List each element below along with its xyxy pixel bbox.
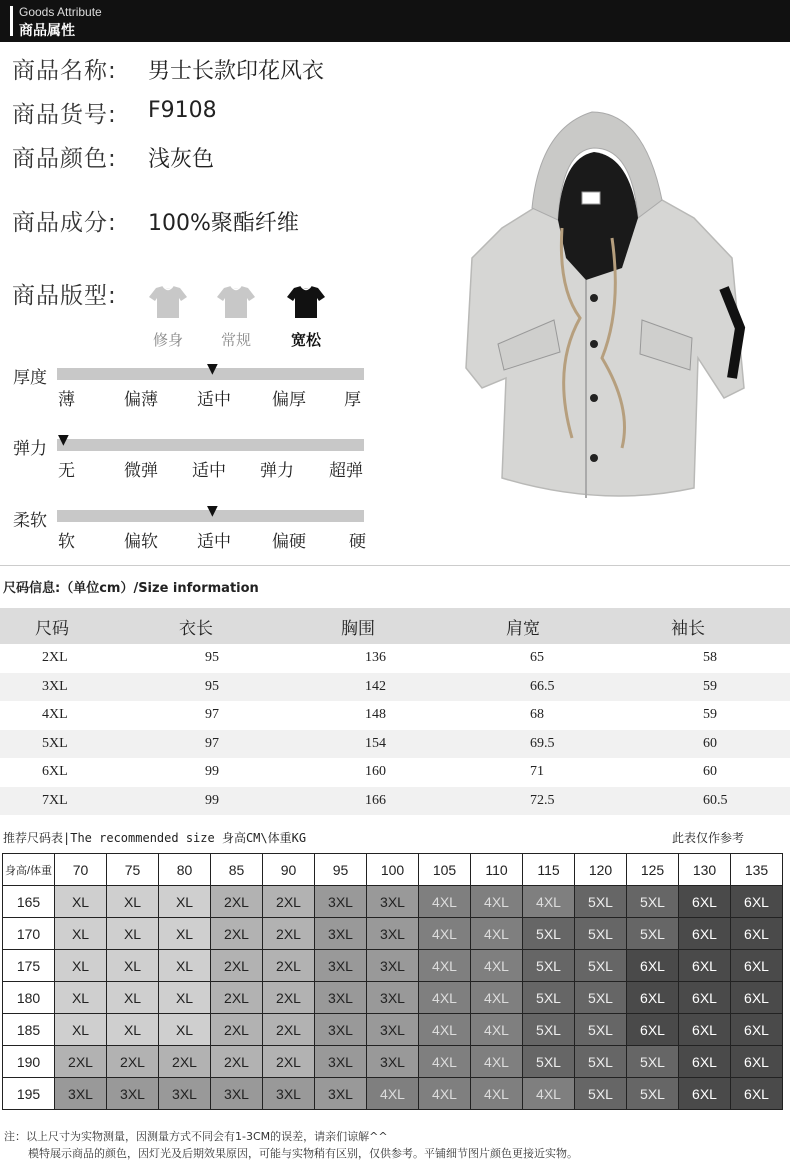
table-row [0,730,790,759]
table-row [0,673,790,702]
size-cell: 58 [703,650,717,666]
fit-option-label: 常规 [220,331,251,349]
size-recommend-cell: 3XL [211,1078,263,1110]
attr-label-sku: 商品货号: [12,102,117,128]
attr-label-color: 商品颜色: [12,146,117,172]
height-cell: 175 [3,950,55,982]
size-recommend-cell: 2XL [211,982,263,1014]
table-row [3,950,783,982]
scale-tick: 适中 [197,390,231,410]
corner-cell: 身高/体重 [3,854,55,886]
size-recommend-cell: XL [159,950,211,982]
size-recommend-cell: 4XL [419,950,471,982]
size-cell: 99 [205,764,219,780]
size-recommend-cell: 5XL [575,982,627,1014]
height-cell: 190 [3,1046,55,1078]
weight-header: 110 [471,854,523,886]
size-cell: 71 [530,764,544,780]
attr-value-name: 男士长款印花风衣 [148,59,325,84]
scale-tick: 薄 [58,390,75,410]
size-recommend-cell: 5XL [575,1014,627,1046]
size-recommend-cell: 4XL [419,1046,471,1078]
size-recommend-cell: 6XL [731,886,783,918]
fit-option-label: 修身 [152,331,183,349]
size-recommend-cell: 5XL [627,1078,679,1110]
size-recommend-cell: 4XL [419,886,471,918]
size-cell: 68 [530,707,544,723]
size-recommend-cell: 6XL [679,1046,731,1078]
size-recommend-cell: 3XL [367,886,419,918]
weight-header: 100 [367,854,419,886]
product-coat-image [462,108,747,513]
scale-tick: 超弹 [329,461,363,481]
size-cell: 72.5 [506,787,671,816]
table-row [3,886,783,918]
size-cell: 60 [671,730,790,759]
size-recommend-cell: 2XL [211,918,263,950]
weight-header: 105 [419,854,471,886]
size-recommend-cell: XL [159,918,211,950]
weight-header: 95 [315,854,367,886]
size-cell: 60.5 [671,787,790,816]
size-cell: 154 [341,730,506,759]
size-recommend-cell: 3XL [367,982,419,1014]
size-recommend-cell: 4XL [471,1014,523,1046]
size-recommend-cell: 4XL [471,950,523,982]
scale-tick: 硬 [349,532,366,552]
size-cell: 97 [205,707,219,723]
scale-tick: 偏薄 [124,390,158,410]
size-recommend-cell: 4XL [367,1078,419,1110]
size-recommend-cell: 4XL [471,886,523,918]
header-accent-bar [10,6,13,36]
table-row [0,701,790,730]
size-recommend-cell: 5XL [575,886,627,918]
size-recommend-cell: 6XL [627,950,679,982]
size-cell: 66.5 [506,673,671,702]
size-recommend-cell: 5XL [523,982,575,1014]
size-col-header: 尺码 [0,608,179,644]
size-cell: 2XL [42,650,68,666]
attr-label-name: 商品名称: [12,58,117,84]
size-recommend-cell: XL [107,886,159,918]
size-cell: 5XL [0,730,179,759]
size-recommend-cell: 4XL [523,886,575,918]
scale-tick: 偏厚 [272,390,306,410]
size-col-header: 肩宽 [506,608,671,644]
header-subtitle: Goods Attribute [19,5,102,19]
size-recommend-cell: 2XL [159,1046,211,1078]
size-recommend-cell: 6XL [731,950,783,982]
size-recommend-cell: 5XL [575,918,627,950]
size-recommend-cell: 3XL [55,1078,107,1110]
scale-tick: 偏硬 [272,532,306,552]
height-cell: 185 [3,1014,55,1046]
size-recommend-cell: XL [55,1014,107,1046]
size-recommend-cell: XL [107,918,159,950]
scale-tick: 无 [58,461,75,481]
table-row [3,1078,783,1110]
size-cell: 95 [205,650,219,666]
size-recommend-cell: 3XL [367,1014,419,1046]
size-info-title: 尺码信息:（单位cm）/Size information [3,581,259,596]
tshirt-icon [286,285,326,319]
size-recommend-cell: 3XL [315,1046,367,1078]
height-cell: 195 [3,1078,55,1110]
size-cell: 59 [671,673,790,702]
size-cell: 60 [703,764,717,780]
attr-value-material: 100%聚酯纤维 [148,211,299,236]
selected-marker-icon: ▼ [207,503,218,519]
section-divider [0,565,790,566]
weight-header: 90 [263,854,315,886]
selected-marker-icon: ▼ [58,432,69,448]
size-recommend-cell: 6XL [679,886,731,918]
size-cell: 148 [365,707,386,723]
table-row [0,758,790,787]
size-recommend-cell: 5XL [523,1046,575,1078]
fit-option-label: 宽松 [290,331,321,349]
size-cell: 59 [703,707,717,723]
size-recommend-cell: 5XL [523,1014,575,1046]
size-recommend-cell: 6XL [627,982,679,1014]
size-recommend-cell: 5XL [523,918,575,950]
size-recommend-cell: 6XL [731,1014,783,1046]
selected-marker-icon: ▼ [207,361,218,377]
tshirt-icon [216,285,256,319]
size-recommend-cell: 4XL [471,1046,523,1078]
scale-track-elasticity [57,439,364,451]
size-recommend-cell: 4XL [471,918,523,950]
size-cell: 6XL [42,764,68,780]
scale-tick: 厚 [344,390,361,410]
size-recommend-cell: 2XL [211,886,263,918]
size-table-header [0,608,790,644]
size-recommend-cell: 3XL [315,950,367,982]
size-cell: 97 [179,730,341,759]
size-cell: 99 [179,787,341,816]
size-recommend-cell: 5XL [575,950,627,982]
weight-header: 85 [211,854,263,886]
size-cell: 7XL [0,787,179,816]
size-recommend-cell: XL [159,1014,211,1046]
scale-tick: 偏软 [124,532,158,552]
weight-header: 70 [55,854,107,886]
size-recommend-cell: 3XL [367,1046,419,1078]
scale-label-thickness: 厚度 [13,368,47,388]
size-recommend-cell: 6XL [731,1046,783,1078]
weight-header: 135 [731,854,783,886]
size-recommend-cell: 2XL [263,950,315,982]
size-recommend-cell: 6XL [679,1078,731,1110]
size-recommend-cell: 3XL [315,982,367,1014]
size-recommend-cell: 2XL [55,1046,107,1078]
weight-header: 130 [679,854,731,886]
size-recommend-cell: 3XL [159,1078,211,1110]
fit-option-slim [143,285,193,350]
size-col-header: 衣长 [179,608,341,644]
size-recommend-cell: 5XL [627,1046,679,1078]
size-cell: 166 [341,787,506,816]
attr-label-fit: 商品版型: [12,283,117,309]
scale-tick: 适中 [192,461,226,481]
size-recommend-cell: 2XL [211,950,263,982]
scale-label-softness: 柔软 [13,511,47,531]
size-recommend-cell: 3XL [107,1078,159,1110]
attr-value-color: 浅灰色 [148,147,215,172]
size-recommend-cell: 5XL [575,1078,627,1110]
size-recommend-cell: 2XL [107,1046,159,1078]
size-cell: 69.5 [506,730,671,759]
size-recommend-cell: 3XL [315,1014,367,1046]
scale-label-elasticity: 弹力 [13,439,47,459]
size-recommend-cell: 6XL [679,950,731,982]
size-recommend-cell: 4XL [419,1014,471,1046]
size-cell: 95 [179,673,341,702]
scale-tick: 微弹 [124,461,158,481]
size-recommend-cell: 5XL [575,1046,627,1078]
size-col-header: 胸围 [341,608,506,644]
tshirt-icon [148,285,188,319]
size-recommend-cell: 6XL [679,918,731,950]
fit-option-regular [211,285,261,350]
footnote-2: 模特展示商品的颜色，因灯光及后期效果原因，可能与实物稍有区别，仅供参考。平铺细节图片颜色更接近实物。 [28,1147,578,1160]
size-recommend-cell: 6XL [679,1014,731,1046]
size-recommend-cell: 3XL [315,1078,367,1110]
size-recommend-cell: 3XL [315,886,367,918]
size-recommend-cell: 6XL [731,918,783,950]
size-recommend-cell: 4XL [419,1078,471,1110]
size-cell: 136 [365,650,386,666]
size-recommend-cell: 6XL [731,982,783,1014]
size-recommend-cell: 4XL [419,982,471,1014]
size-recommend-cell: 2XL [211,1014,263,1046]
size-recommend-cell: 2XL [263,1014,315,1046]
table-row [0,787,790,816]
recommend-title: 推荐尺码表|The recommended size 身高CM\体重KG [3,831,307,845]
size-recommend-cell: XL [55,918,107,950]
weight-header: 80 [159,854,211,886]
size-col-header: 袖长 [671,608,790,644]
height-cell: 170 [3,918,55,950]
size-recommend-cell: 2XL [263,982,315,1014]
scale-tick: 弹力 [260,461,294,481]
size-recommend-cell: 2XL [263,918,315,950]
weight-header: 125 [627,854,679,886]
size-recommend-cell: 5XL [523,950,575,982]
weight-header: 75 [107,854,159,886]
size-cell: 4XL [42,707,68,723]
size-recommend-cell: 4XL [419,918,471,950]
size-recommend-cell: 4XL [523,1078,575,1110]
header-title: 商品属性 [19,23,75,39]
size-recommend-cell: 4XL [471,982,523,1014]
size-recommend-cell: 2XL [263,886,315,918]
footnote-1: 注：以上尺寸为实物测量，因测量方式不同会有1-3CM的误差，请亲们谅解^^ [4,1130,388,1143]
size-recommend-cell: 6XL [679,982,731,1014]
table-row [0,644,790,673]
scale-tick: 适中 [197,532,231,552]
table-row [3,982,783,1014]
size-table [0,608,790,815]
height-cell: 165 [3,886,55,918]
weight-header: 115 [523,854,575,886]
size-recommend-cell: XL [159,886,211,918]
fit-option-loose [281,285,331,350]
recommend-table [2,853,783,1110]
scale-tick: 软 [58,532,75,552]
table-row [3,1046,783,1078]
attr-value-sku: F9108 [148,98,217,123]
height-cell: 180 [3,982,55,1014]
size-recommend-cell: 4XL [471,1078,523,1110]
size-recommend-cell: 2XL [263,1046,315,1078]
table-row [3,1014,783,1046]
size-recommend-cell: 3XL [367,918,419,950]
size-cell: 65 [530,650,544,666]
recommend-note: 此表仅作参考 [672,831,745,845]
size-recommend-cell: XL [55,982,107,1014]
size-recommend-cell: 5XL [627,886,679,918]
table-row [3,918,783,950]
size-recommend-cell: 2XL [211,1046,263,1078]
size-recommend-cell: 5XL [627,918,679,950]
size-recommend-cell: XL [107,982,159,1014]
section-header [0,0,790,42]
size-recommend-cell: 6XL [627,1014,679,1046]
size-recommend-cell: XL [107,1014,159,1046]
attr-label-material: 商品成分: [12,210,117,236]
size-recommend-cell: 3XL [315,918,367,950]
size-cell: 3XL [0,673,179,702]
size-cell: 160 [365,764,386,780]
weight-header: 120 [575,854,627,886]
size-recommend-cell: 3XL [263,1078,315,1110]
size-cell: 142 [341,673,506,702]
size-recommend-cell: 6XL [731,1078,783,1110]
size-recommend-cell: XL [159,982,211,1014]
size-recommend-cell: XL [55,886,107,918]
size-recommend-cell: 3XL [367,950,419,982]
size-recommend-cell: XL [107,950,159,982]
size-recommend-cell: XL [55,950,107,982]
recommend-header-row [3,854,783,886]
